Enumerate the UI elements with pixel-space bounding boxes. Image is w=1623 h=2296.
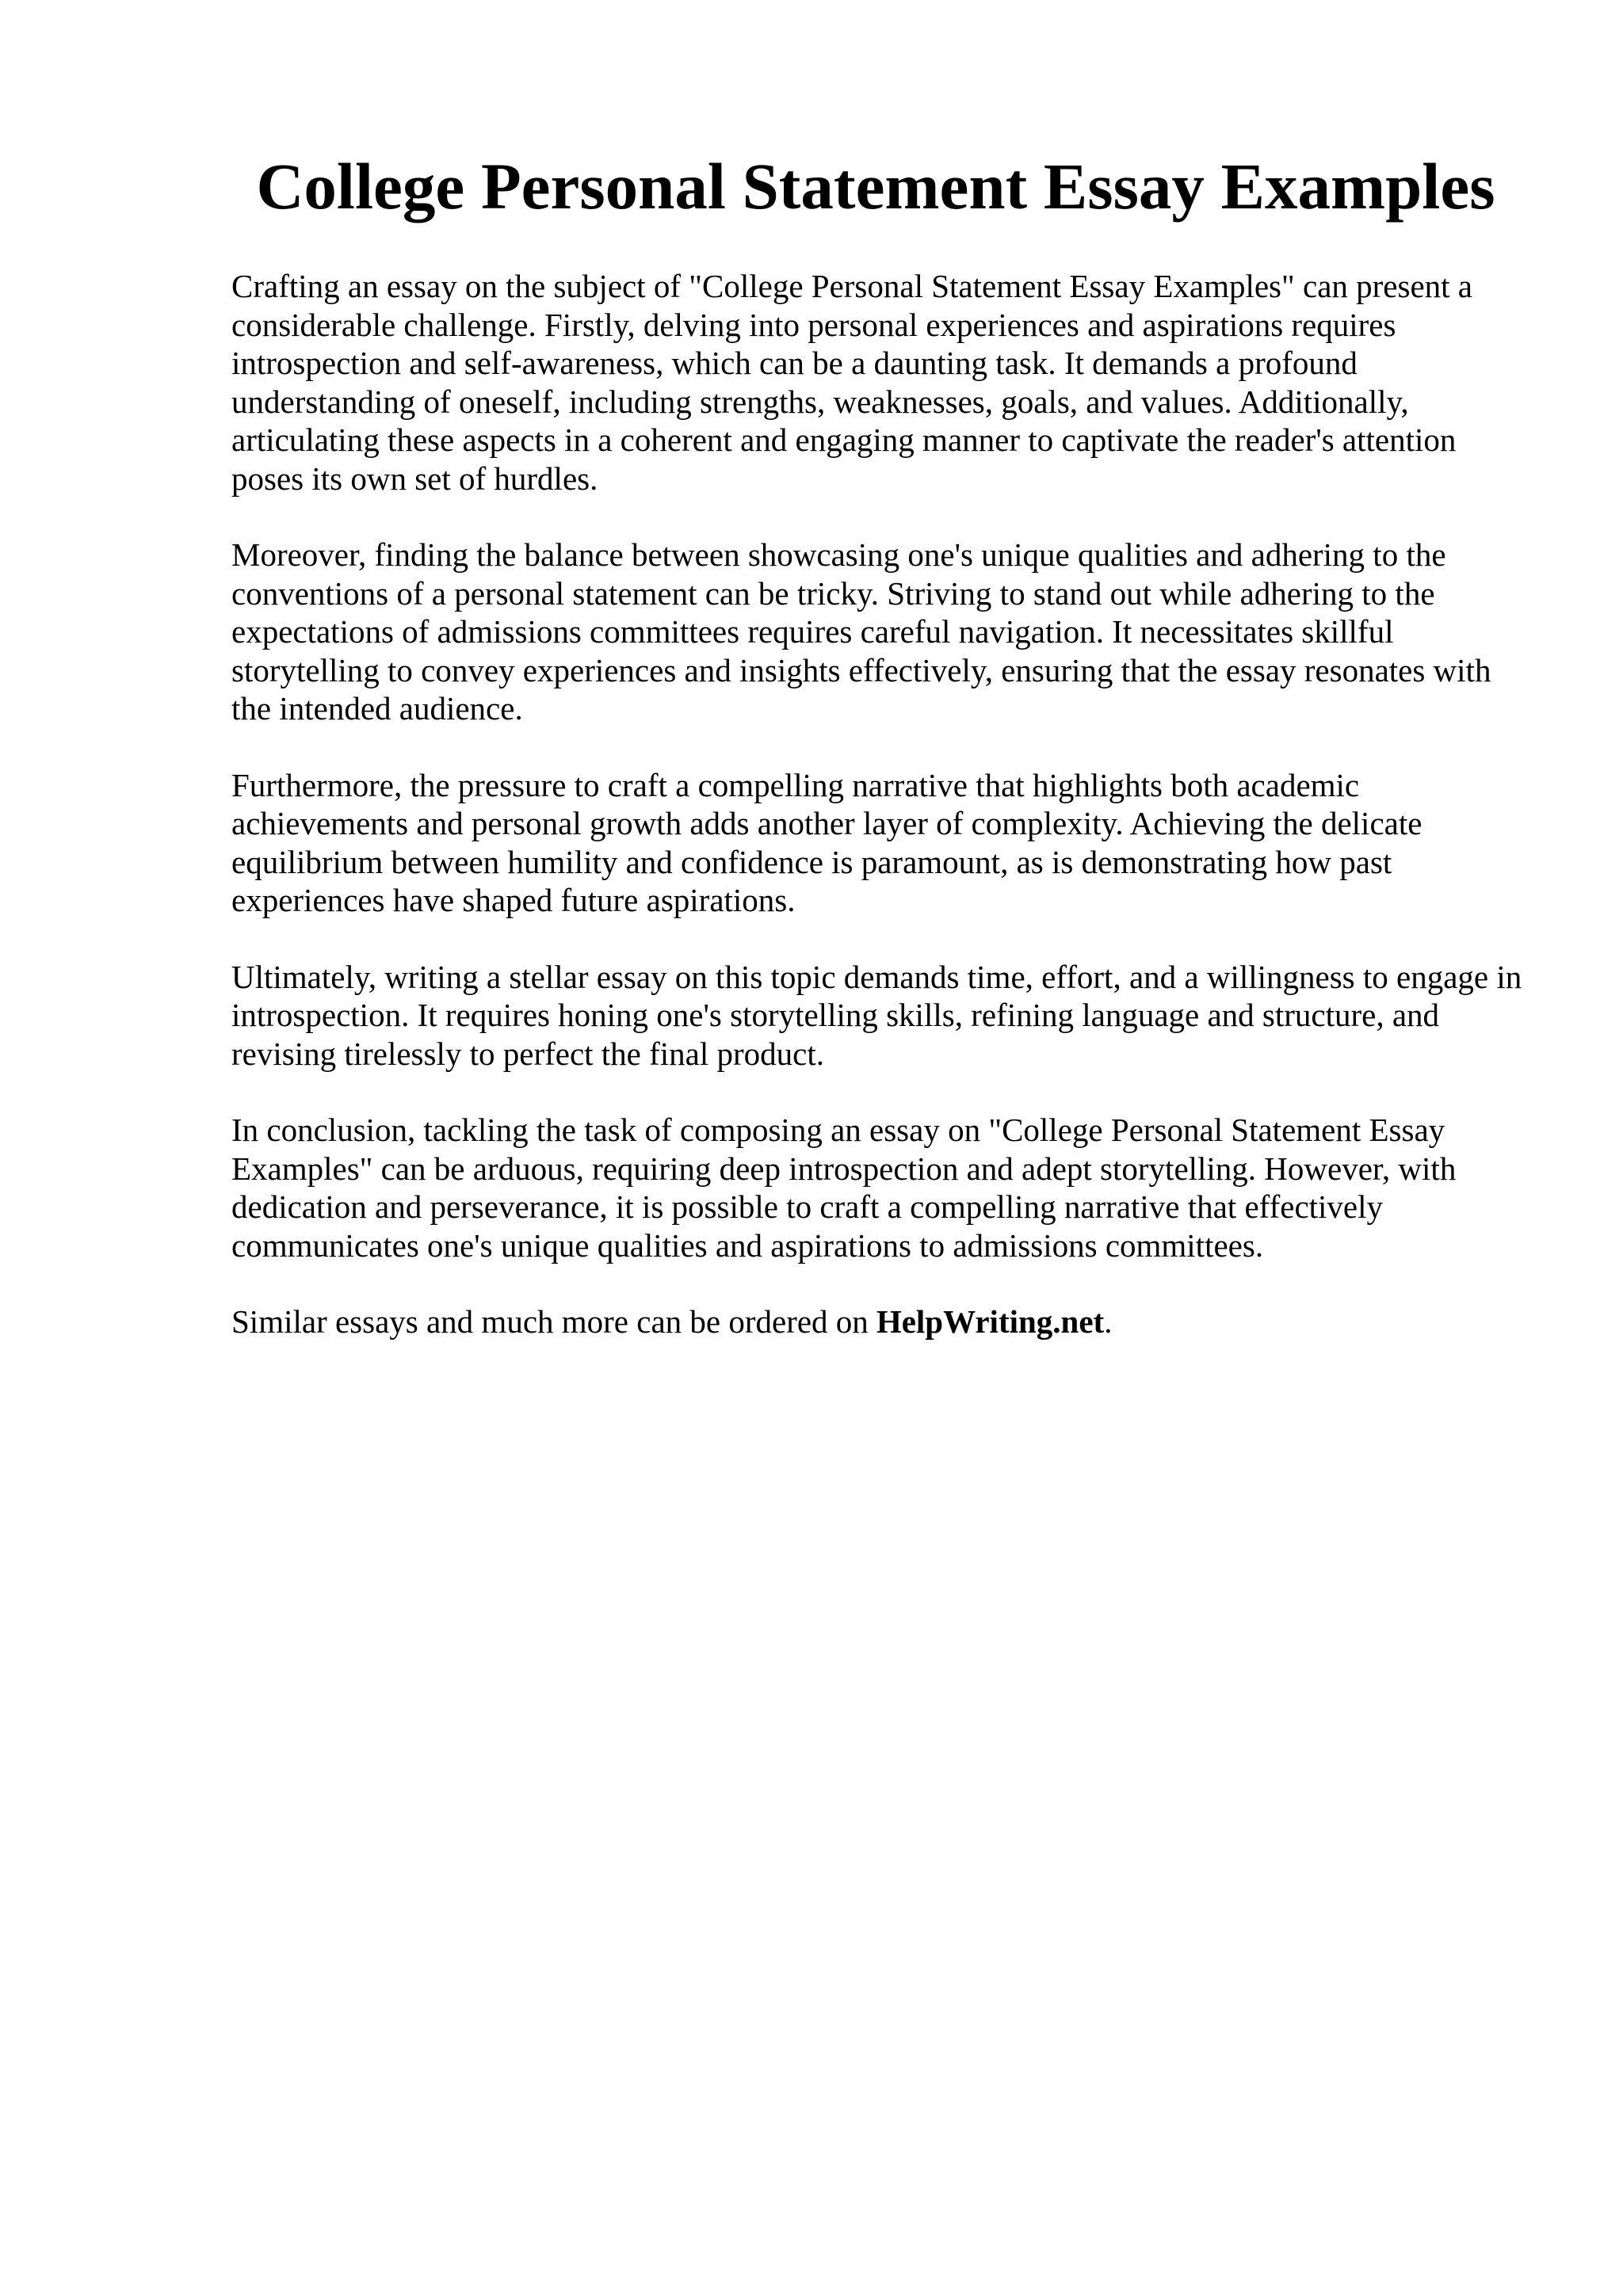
paragraph-2: Moreover, finding the balance between showcasing one's unique qualities and adhering to the conventions of a personal statement can be tricky. Striving to stand out while adhering to the expectations of admissions committees requires careful navigation. It necessitates skillful storytelling to convey experiences and insights effectively, ensuring that the essay resonates with the intended audience. xyxy=(231,536,1491,727)
paragraph-4: Ultimately, writing a stellar essay on this topic demands time, effort, and a willingness to engage in introspection. It requires honing one's storytelling skills, refining language and structure, and revising tirelessly to perfect the final product. xyxy=(231,958,1522,1072)
footer-note xyxy=(231,1302,1531,1341)
paragraph-1: Crafting an essay on the subject of "College Personal Statement Essay Examples" can present a considerable challenge. Firstly, delving into personal experiences and aspirations requires introspection and self-awareness, which can be a daunting task. It demands a profound understanding of oneself, including strengths, weaknesses, goals, and values. Additionally, articulating these aspects in a coherent and engaging manner to captivate the reader's attention poses its own set of hurdles. xyxy=(231,268,1472,497)
page-title: College Personal Statement Essay Examples xyxy=(256,150,1495,223)
paragraph-5: In conclusion, tackling the task of composing an essay on "College Personal Statement Essay Examples" can be arduous, requiring deep introspection and adept storytelling. However, with dedication and perseverance, it is possible to craft a compelling narrative that effectively communicates one's unique qualities and aspirations to admissions committees. xyxy=(231,1112,1457,1264)
paragraph-3: Furthermore, the pressure to craft a compelling narrative that highlights both academic achievements and personal growth adds another layer of complexity. Achieving the delicate equilibrium between humility and confidence is paramount, as is demonstrating how past experiences have shaped future aspirations. xyxy=(231,766,1423,918)
footer-period: . xyxy=(1104,1303,1113,1340)
essay-body xyxy=(231,267,1531,1379)
footer-text: Similar essays and much more can be ordered on xyxy=(231,1303,869,1340)
brand-link[interactable]: HelpWriting.net xyxy=(876,1303,1105,1340)
